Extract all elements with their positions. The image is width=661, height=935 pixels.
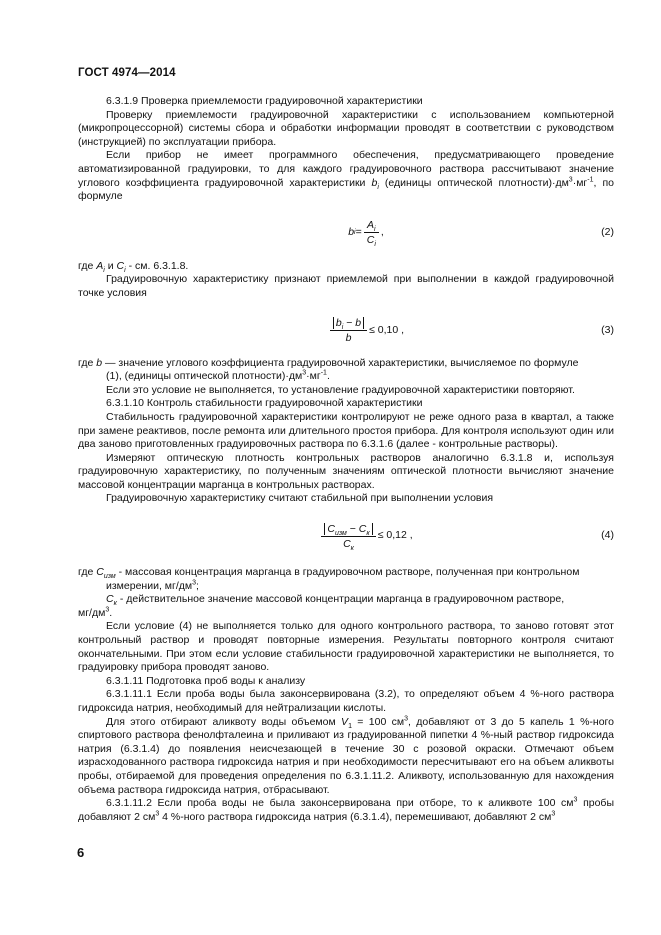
formula-number: (2) bbox=[601, 225, 614, 238]
formula-number: (4) bbox=[601, 529, 614, 542]
paragraph: Если это условие не выполняется, то установление градуировочной характеристики повторяют. bbox=[106, 383, 575, 396]
paragraph: Проверку приемлемости градуировочной характеристики с использованием компьютерной (микропроцессорной) системы сбора и обработки информации проводят в соответствии с руководством (инструкцией) по эксплуатации прибора. bbox=[78, 108, 614, 148]
paragraph: Измеряют оптическую плотность контрольных растворов аналогично 6.3.1.8 и, используя градуировочную характеристику, по полученным значениям оптической плотности вычисляют значение массовой концентрации марганца в контрольных растворах. bbox=[78, 451, 614, 491]
fraction: $\frac{C_{изм} - C_к}{C_к}$ bbox=[321, 523, 375, 550]
paragraph: Если прибор не имеет программного обеспечения, предусматривающего проведение автоматизированной градуировки, то для каждого градуировочного раствора рассчитывают значение углового коэффициента градуировочной характеристики $b_i$ (единицы оптической $плотности)\cdot дм^3\cdot мг^{-1}$, по формуле bbox=[78, 149, 614, 203]
formula-3: $\frac{b_i - b}{b}$ ≤ 0,10 , (3) bbox=[78, 309, 614, 353]
where-clause-continuation: (1), (единицы оптической $плотности)\cdot дм^3\cdot мг^{-1}$. bbox=[106, 369, 330, 383]
section-6-3-1-9-title: 6.3.1.9 Проверка приемлемости градуировочной характеристики bbox=[106, 95, 423, 107]
document-body bbox=[78, 95, 614, 824]
fraction: $\frac{b_i - b}{b}$ bbox=[330, 317, 367, 344]
fraction: $\frac{A_i}{C_i}$ bbox=[364, 219, 379, 246]
page-number: 6 bbox=[77, 845, 85, 860]
document-header: ГОСТ 4974—2014 bbox=[78, 67, 176, 79]
where-clause: где $C_{изм}$ - массовая концентрация марганца в градуировочном растворе, полученная при контрольном bbox=[78, 566, 580, 581]
where-clause-continuation: $мг/дм^3$. bbox=[78, 606, 113, 619]
paragraph: Для этого отбирают аликвоту воды объемом $V_1 = 100$ $см^3$, добавляют от 3 до 5 капель 1 %-ного спиртового раствора фенолфталеина и приливают из градуированной пипетки 4 %-ный раствор гидроксида натрия (6.3.1.4) до появления неисчезающей в течение 30 с розовой окраски. Отмечают объем израсходованного раствора гидроксида натрия и при необходимости пересчитывают его на объем аликвоты пробы, отбираемой для проведения определения по 6.3.1.11.2. Аликвоту, использованную для нахождения объема раствора гидроксида натрия, отбрасывают. bbox=[78, 715, 614, 796]
paragraph: 6.3.1.11.2 Если проба воды не была законсервирована при отборе, то к аликвоте 100 $см^3$ пробы добавляют 2 $см^3$ 4 %-ного раствора гидроксида натрия (6.3.1.4), перемешивают, добавляют 2 $см^3$ bbox=[78, 796, 614, 823]
formula-2: b i = $\frac{A_i}{C_i}$ , (2) bbox=[348, 219, 614, 249]
where-clause: где $A_i$ и $C_i$ - см. 6.3.1.8. bbox=[78, 259, 189, 274]
paragraph: Градуировочную характеристику признают приемлемой при выполнении в каждой градуировочной точке условия bbox=[78, 273, 614, 299]
section-6-3-1-11-title: 6.3.1.11 Подготовка проб воды к анализу bbox=[106, 674, 306, 687]
section-6-3-1-10-title: 6.3.1.10 Контроль стабильности градуировочной характеристики bbox=[106, 397, 423, 410]
where-clause: $C_к$ - действительное значение массовой концентрации марганца в градуировочном растворе, bbox=[106, 593, 565, 608]
formula-4: $\frac{C_{изм} - C_к}{C_к}$ ≤ 0,12 , (4) bbox=[78, 514, 614, 558]
where-clause: где b — значение углового коэффициента градуировочной характеристики, вычисляемое по формуле bbox=[78, 356, 579, 369]
paragraph: Градуировочную характеристику считают стабильной при выполнении условия bbox=[106, 492, 494, 505]
paragraph: Если условие (4) не выполняется только для одного контрольного раствора, то заново готовят этот контрольный раствор и проводят повторные измерения. Результаты повторного контроля считают окончательными. При этом если условие стабильности градуировочной характеристики не выполняется, то градуировку прибора проводят заново. bbox=[78, 620, 614, 674]
where-clause-continuation: измерении, $мг/дм^3$; bbox=[106, 579, 199, 592]
paragraph: Стабильность градуировочной характеристики контролируют не реже одного раза в квартал, а также при замене реактивов, после ремонта или длительного простоя прибора. Для контроля используют один или два заново приготовленных градуировочных раствора по 6.3.1.6 (далее - контрольные растворы). bbox=[78, 410, 614, 451]
paragraph: 6.3.1.11.1 Если проба воды была законсервирована (3.2), то определяют объем 4 %-ного раствора гидроксида натрия, необходимый для нейтрализации кислоты. bbox=[78, 688, 614, 714]
formula-number: (3) bbox=[601, 323, 614, 336]
